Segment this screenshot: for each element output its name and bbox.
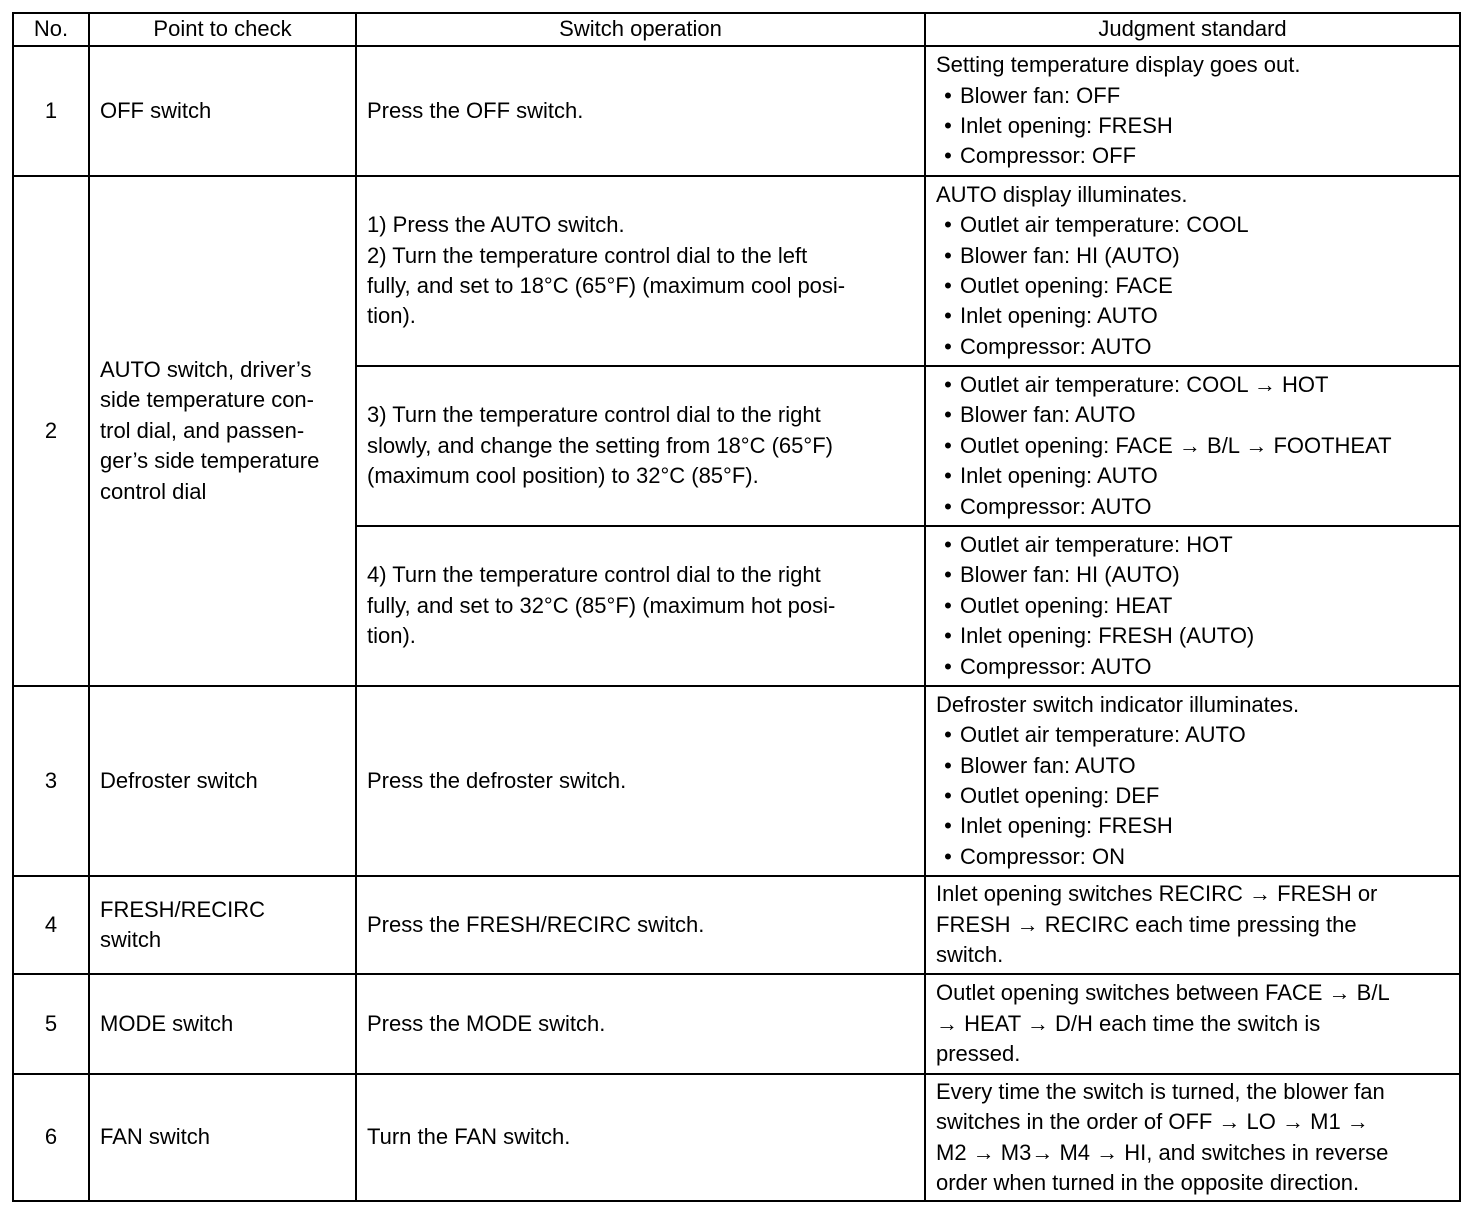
judgment-bullet-item [936, 720, 1449, 750]
operation-line: Press the MODE switch. [367, 1010, 606, 1036]
bullet-icon: • [944, 402, 952, 428]
bullet-text: Outlet air temperature: COOL [960, 212, 1249, 238]
bullet-icon: • [944, 371, 952, 397]
judgment-line: switch. [936, 942, 1004, 968]
bullet-text: Outlet air temperature: COOL → HOT [960, 371, 1329, 397]
judgment-heading: Setting temperature display goes out. [936, 52, 1301, 78]
judgment-line: switches in the order of OFF → LO → M1 → [936, 1109, 1369, 1135]
bullet-text: Compressor: OFF [960, 143, 1137, 169]
point-line: side temperature con- [100, 387, 314, 413]
table-row [13, 1074, 1460, 1201]
point-line: switch [100, 927, 162, 952]
switch-operation-cell [356, 526, 925, 686]
judgment-line: FRESH → RECIRC each time pressing the [936, 911, 1357, 937]
bullet-text: Blower fan: AUTO [960, 402, 1136, 428]
header-judgment-standard: Judgment standard [925, 13, 1460, 46]
bullet-text: Outlet opening: FACE → B/L → FOOTHEAT [960, 432, 1392, 458]
bullet-text: Outlet opening: FACE [960, 273, 1173, 298]
bullet-icon: • [944, 333, 952, 359]
row-number: 6 [13, 1074, 89, 1201]
judgment-line: order when turned in the opposite direction. [936, 1169, 1360, 1195]
bullet-text: Outlet air temperature: HOT [960, 531, 1233, 557]
operation-line: Press the defroster switch. [367, 767, 627, 793]
point-line: FAN switch [100, 1124, 211, 1150]
bullet-icon: • [944, 531, 952, 557]
row-number: 2 [13, 176, 89, 686]
bullet-text: Compressor: AUTO [960, 333, 1152, 359]
bullet-icon: • [944, 273, 952, 298]
row-number: 1 [13, 46, 89, 176]
point-to-check-cell [89, 46, 356, 176]
judgment-heading: AUTO display illuminates. [936, 181, 1188, 207]
table-row [13, 686, 1460, 876]
point-line: Defroster switch [100, 767, 258, 793]
bullet-text: Outlet opening: HEAT [960, 592, 1173, 618]
table-row [13, 876, 1460, 974]
bullet-text: Blower fan: HI (AUTO) [960, 562, 1180, 588]
bullet-text: Blower fan: HI (AUTO) [960, 242, 1180, 268]
bullet-text: Inlet opening: AUTO [960, 463, 1158, 489]
bullet-text: Blower fan: OFF [960, 82, 1121, 108]
judgment-standard-cell [925, 176, 1460, 366]
judgment-bullet-item [936, 111, 1449, 141]
row-number: 4 [13, 876, 89, 974]
judgment-line: Outlet opening switches between FACE → B/L [936, 980, 1390, 1006]
bullet-icon: • [944, 463, 952, 489]
operation-line: 4) Turn the temperature control dial to the right [367, 562, 821, 588]
point-to-check-cell [89, 974, 356, 1074]
point-to-check-cell [89, 176, 356, 686]
judgment-line: M2 → M3→ M4 → HI, and switches in reverse [936, 1139, 1389, 1165]
judgment-bullet-item [936, 652, 1449, 682]
header-switch-operation: Switch operation [356, 13, 925, 46]
judgment-bullet-item [936, 492, 1449, 522]
judgment-bullet-item [936, 81, 1449, 111]
judgment-bullet-item [936, 370, 1449, 400]
operation-line: 3) Turn the temperature control dial to the right [367, 402, 821, 428]
bullet-icon: • [944, 722, 952, 748]
bullet-icon: • [944, 143, 952, 169]
bullet-icon: • [944, 303, 952, 329]
bullet-text: Inlet opening: FRESH [960, 113, 1173, 138]
judgment-standard-cell [925, 686, 1460, 876]
bullet-icon: • [944, 653, 952, 679]
point-line: control dial [100, 478, 207, 504]
bullet-text: Inlet opening: FRESH (AUTO) [960, 623, 1255, 649]
row-number: 5 [13, 974, 89, 1074]
judgment-bullet-item [936, 431, 1449, 461]
bullet-text: Inlet opening: FRESH [960, 813, 1173, 839]
bullet-text: Inlet opening: AUTO [960, 303, 1158, 329]
point-line: ger’s side temperature [100, 448, 320, 474]
operation-line: fully, and set to 18°C (65°F) (maximum cool posi- [367, 273, 846, 298]
table-row [13, 974, 1460, 1074]
bullet-icon: • [944, 82, 952, 108]
judgment-heading: Defroster switch indicator illuminates. [936, 691, 1300, 717]
row-number: 3 [13, 686, 89, 876]
point-to-check-cell [89, 1074, 356, 1201]
point-line: MODE switch [100, 1010, 234, 1036]
point-line: OFF switch [100, 97, 212, 123]
bullet-icon: • [944, 432, 952, 458]
bullet-icon: • [944, 592, 952, 618]
point-line: AUTO switch, driver’s [100, 356, 312, 382]
judgment-standard-cell [925, 1074, 1460, 1201]
judgment-bullet-item [936, 241, 1449, 271]
header-row [13, 13, 1460, 46]
operation-line: fully, and set to 32°C (85°F) (maximum hot posi- [367, 592, 836, 618]
bullet-icon: • [944, 212, 952, 238]
judgment-standard-cell [925, 46, 1460, 176]
operation-line: 2) Turn the temperature control dial to the left [367, 242, 808, 268]
switch-operation-cell [356, 366, 925, 526]
judgment-line: → HEAT → D/H each time the switch is [936, 1010, 1321, 1036]
point-to-check-cell [89, 876, 356, 974]
judgment-bullet-item [936, 461, 1449, 491]
switch-operation-cell [356, 1074, 925, 1201]
bullet-icon: • [944, 752, 952, 778]
point-line: trol dial, and passen- [100, 417, 305, 443]
bullet-icon: • [944, 242, 952, 268]
judgment-bullet-item [936, 560, 1449, 590]
bullet-icon: • [944, 813, 952, 839]
switch-check-table [12, 12, 1461, 1202]
switch-operation-cell [356, 974, 925, 1074]
bullet-icon: • [944, 562, 952, 588]
operation-line: 1) Press the AUTO switch. [367, 212, 625, 238]
bullet-text: Outlet air temperature: AUTO [960, 722, 1246, 748]
bullet-text: Compressor: AUTO [960, 653, 1152, 679]
bullet-text: Compressor: ON [960, 843, 1126, 869]
bullet-icon: • [944, 783, 952, 808]
bullet-text: Blower fan: AUTO [960, 752, 1136, 778]
operation-line: (maximum cool position) to 32°C (85°F). [367, 463, 759, 489]
judgment-bullet-item [936, 141, 1449, 171]
operation-line: slowly, and change the setting from 18°C (65°F) [367, 432, 833, 458]
bullet-text: Compressor: AUTO [960, 493, 1152, 519]
judgment-bullet-item [936, 751, 1449, 781]
judgment-line: Inlet opening switches RECIRC → FRESH or [936, 881, 1378, 907]
judgment-standard-cell [925, 974, 1460, 1074]
judgment-bullet-item [936, 301, 1449, 331]
bullet-icon: • [944, 493, 952, 519]
bullet-text: Outlet opening: DEF [960, 783, 1160, 808]
operation-line: Press the OFF switch. [367, 97, 584, 123]
bullet-icon: • [944, 843, 952, 869]
judgment-bullet-item [936, 210, 1449, 240]
judgment-bullet-item [936, 621, 1449, 651]
judgment-bullet-item [936, 400, 1449, 430]
operation-line: Press the FRESH/RECIRC switch. [367, 911, 705, 937]
judgment-standard-cell [925, 876, 1460, 974]
point-line: FRESH/RECIRC [100, 896, 266, 922]
operation-line: tion). [367, 303, 416, 329]
judgment-bullet-item [936, 332, 1449, 362]
bullet-icon: • [944, 623, 952, 649]
operation-line: Turn the FAN switch. [367, 1124, 571, 1150]
header-no: No. [13, 13, 89, 46]
switch-operation-cell [356, 686, 925, 876]
point-to-check-cell [89, 686, 356, 876]
judgment-standard-cell [925, 366, 1460, 526]
judgment-bullet-item [936, 591, 1449, 621]
table-row [13, 176, 1460, 366]
judgment-bullet-item [936, 842, 1449, 872]
switch-operation-cell [356, 876, 925, 974]
judgment-bullet-item [936, 271, 1449, 301]
operation-line: tion). [367, 623, 416, 649]
switch-operation-cell [356, 176, 925, 366]
switch-operation-cell [356, 46, 925, 176]
judgment-bullet-item [936, 530, 1449, 560]
header-point-to-check: Point to check [89, 13, 356, 46]
table-row [13, 46, 1460, 176]
judgment-bullet-item [936, 811, 1449, 841]
bullet-icon: • [944, 113, 952, 138]
judgment-standard-cell [925, 526, 1460, 686]
judgment-line: pressed. [936, 1041, 1021, 1067]
judgment-line: Every time the switch is turned, the blower fan [936, 1078, 1385, 1104]
judgment-bullet-item [936, 781, 1449, 811]
